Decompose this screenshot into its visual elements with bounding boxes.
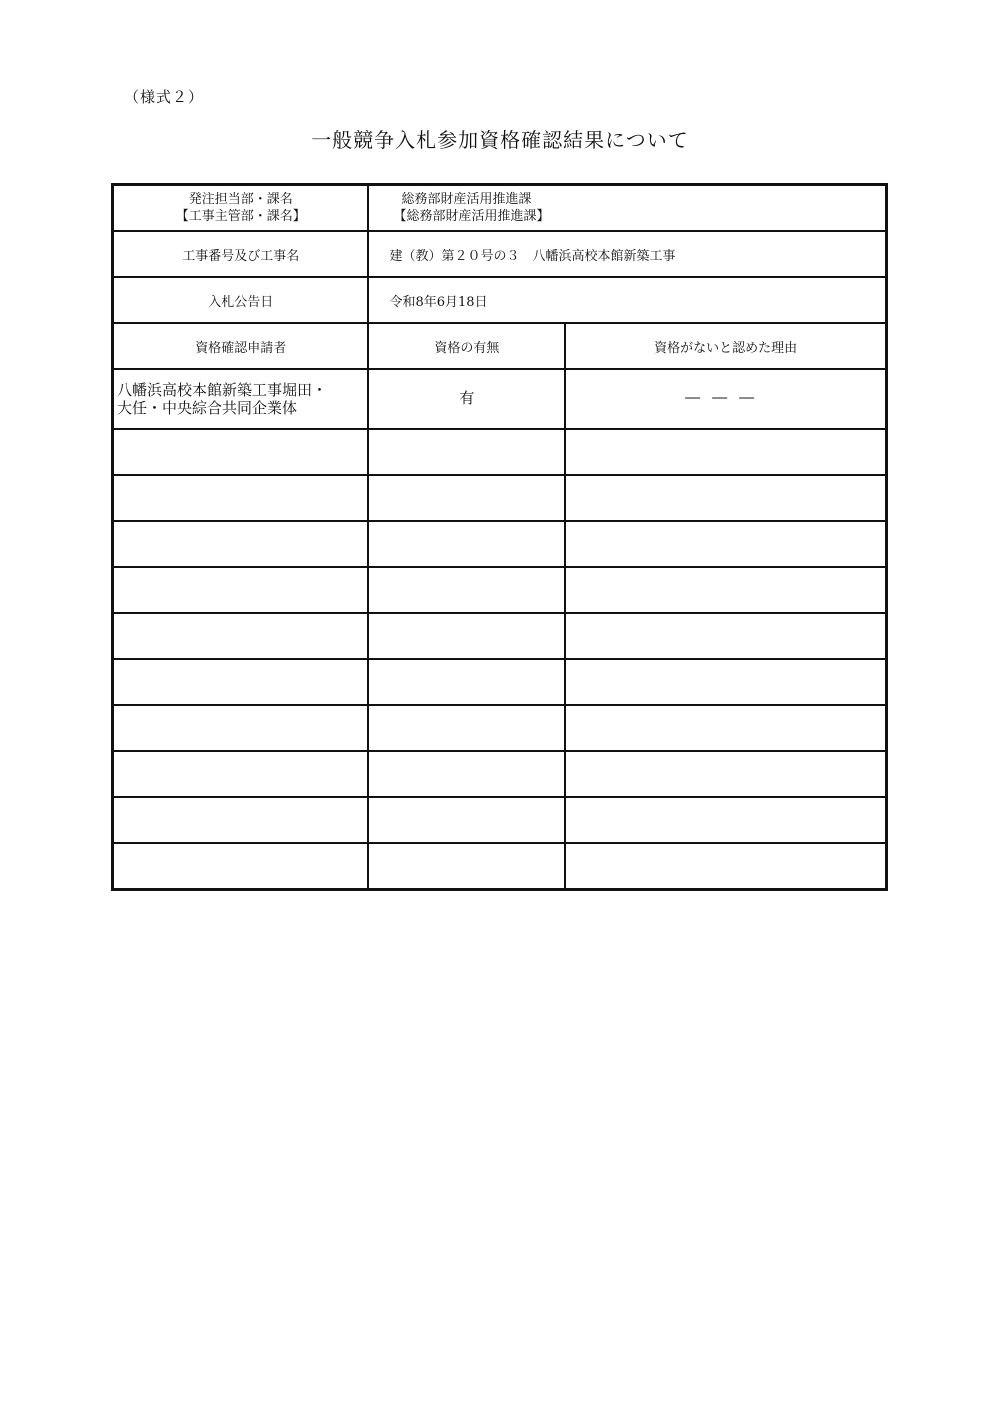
notice-date-row [113, 277, 887, 323]
applicant-cell [113, 613, 369, 659]
table-row [113, 567, 887, 613]
column-header-reason: 資格がないと認めた理由 [565, 323, 886, 369]
ordering-dept-label-cell [113, 185, 369, 232]
qualification-cell [368, 567, 565, 613]
reason-cell [565, 843, 886, 890]
table-row [113, 369, 887, 429]
reason-cell [565, 521, 886, 567]
table-row [113, 751, 887, 797]
applicant-cell [113, 521, 369, 567]
reason-cell [565, 429, 886, 475]
qualification-cell [368, 613, 565, 659]
qualification-result-table [111, 183, 888, 891]
work-label: 工事番号及び工事名 [113, 231, 369, 277]
reason-cell [565, 613, 886, 659]
table-row [113, 521, 887, 567]
table-row [113, 475, 887, 521]
reason-value: ――― [565, 369, 886, 429]
form-number-label: （様式２） [124, 88, 205, 106]
applicant-cell [113, 567, 369, 613]
ordering-dept-label: 発注担当部・課名 [188, 192, 293, 207]
applicant-cell [113, 797, 369, 843]
applicant-cell [113, 751, 369, 797]
applicant-cell [113, 659, 369, 705]
document-title: 一般競争入札参加資格確認結果について [311, 128, 689, 152]
reason-cell [565, 751, 886, 797]
table-row [113, 659, 887, 705]
reason-cell [565, 659, 886, 705]
notice-date-value: 令和8年6月18日 [368, 277, 886, 323]
qualification-cell [368, 751, 565, 797]
qualification-cell [368, 797, 565, 843]
applicant-name-line1: 八幡浜高校本館新築工事堀田・ [117, 381, 328, 399]
ordering-dept-value-cell [368, 185, 886, 232]
column-header-row [113, 323, 887, 369]
table-row [113, 613, 887, 659]
table-row [113, 843, 887, 890]
work-supervising-dept-label: 【工事主管部・課名】 [175, 209, 306, 224]
work-supervising-dept-value: 【総務部財産活用推進課】 [393, 209, 550, 224]
work-row [113, 231, 887, 277]
applicant-cell [113, 843, 369, 890]
applicant-name-line2: 大任・中央綜合共同企業体 [117, 399, 298, 417]
qualification-cell [368, 843, 565, 890]
applicant-cell [113, 475, 369, 521]
qualification-cell [368, 521, 565, 567]
ordering-dept-value: 総務部財産活用推進課 [401, 192, 532, 207]
reason-cell [565, 797, 886, 843]
applicant-cell [113, 705, 369, 751]
column-header-applicant: 資格確認申請者 [113, 323, 369, 369]
reason-cell [565, 567, 886, 613]
table-row [113, 429, 887, 475]
qualification-cell [368, 429, 565, 475]
qualification-cell [368, 705, 565, 751]
applicant-cell [113, 429, 369, 475]
reason-cell [565, 475, 886, 521]
qualification-value: 有 [368, 369, 565, 429]
notice-date-label: 入札公告日 [113, 277, 369, 323]
work-value: 建（教）第２０号の３ 八幡浜高校本館新築工事 [368, 231, 886, 277]
reason-cell [565, 705, 886, 751]
qualification-cell [368, 475, 565, 521]
qualification-cell [368, 659, 565, 705]
applicant-cell [113, 369, 369, 429]
table-row [113, 797, 887, 843]
column-header-qualification: 資格の有無 [368, 323, 565, 369]
table-row [113, 705, 887, 751]
ordering-dept-row [113, 185, 887, 232]
